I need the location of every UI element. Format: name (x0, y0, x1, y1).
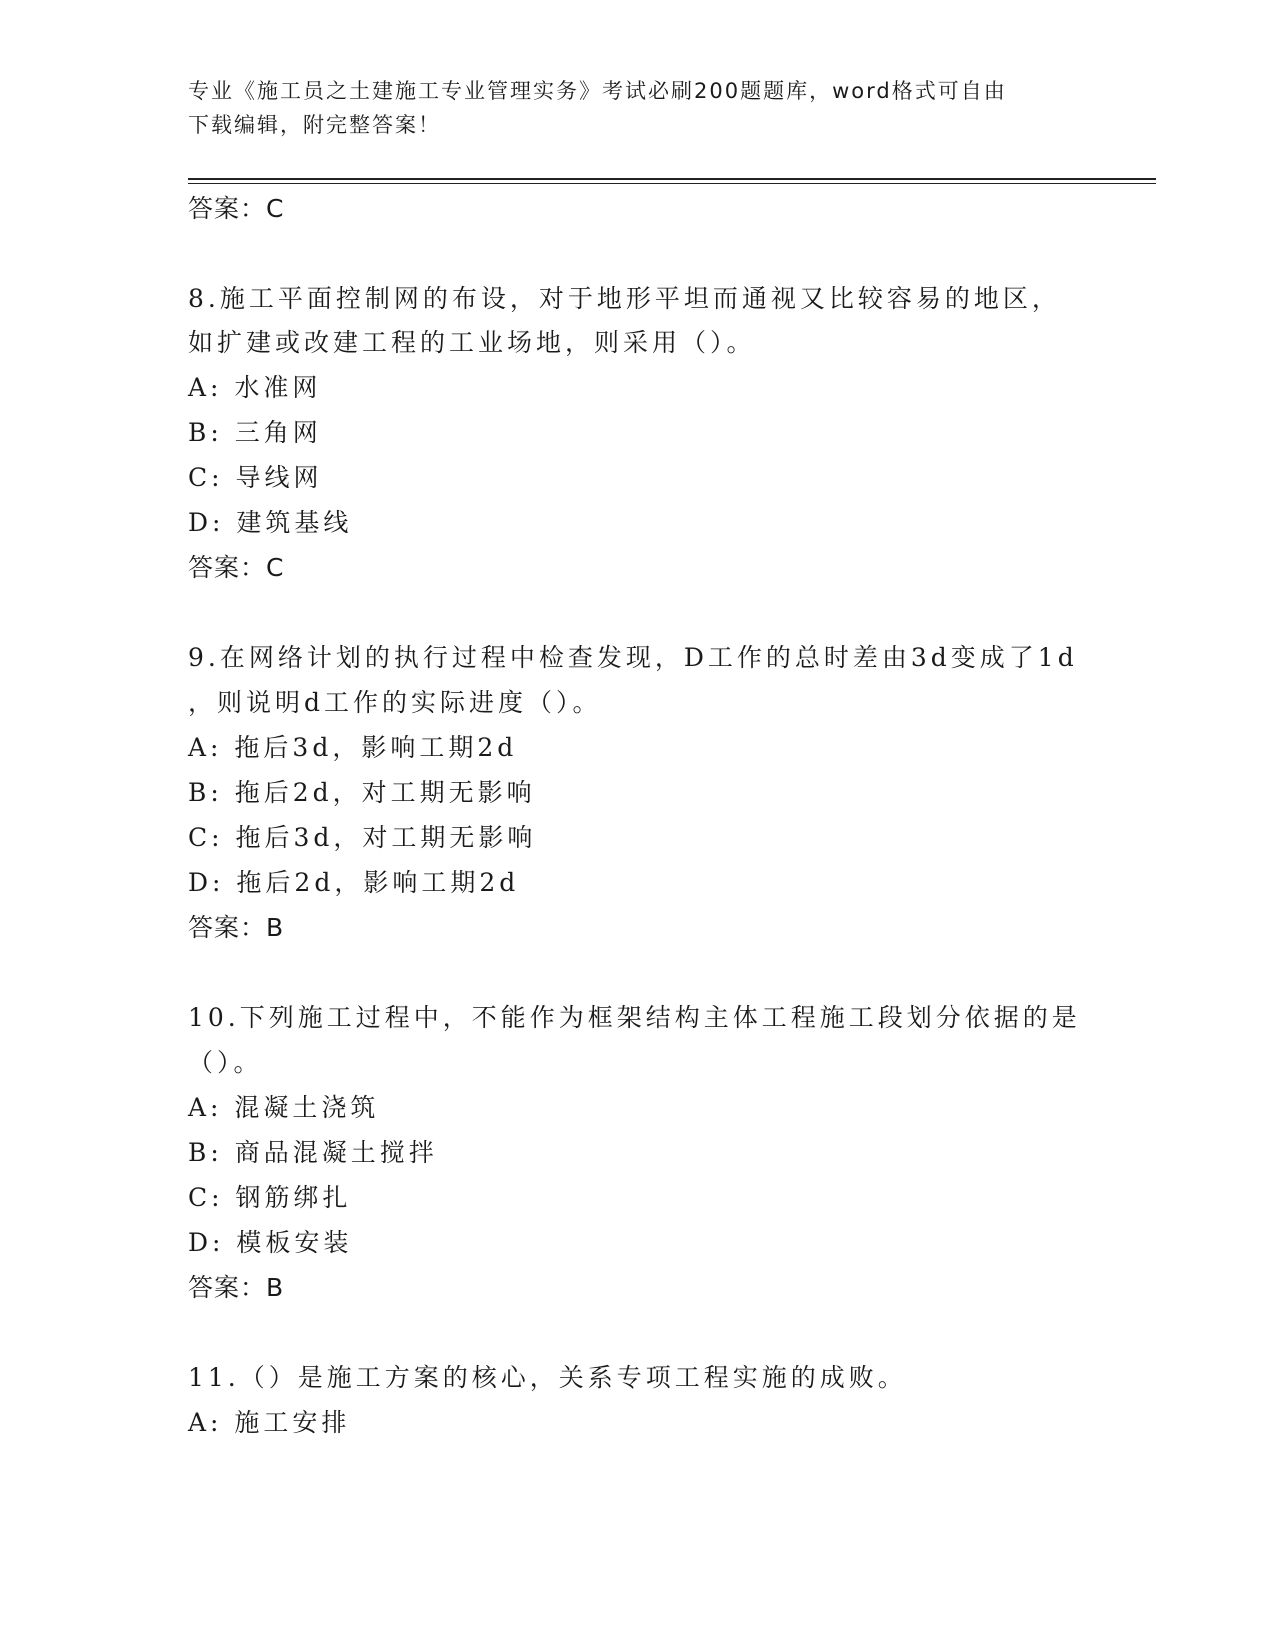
question-9-option-c: C: 拖后3d，对工期无影响 (188, 823, 537, 852)
question-10-stem-line2: （）。 (188, 1048, 263, 1077)
question-9-option-d: D: 拖后2d，影响工期2d (188, 868, 520, 897)
header-line-1: 专业《施工员之土建施工专业管理实务》考试必刷200题题库，word格式可自由 (188, 79, 1007, 103)
question-11-option-a: A: 施工安排 (188, 1408, 351, 1437)
question-8-stem-line1: 8.施工平面控制网的布设，对于地形平坦而通视又比较容易的地区， (188, 284, 1061, 313)
question-10-option-b: B: 商品混凝土搅拌 (188, 1138, 438, 1167)
header-rule-thick (188, 178, 1156, 180)
question-9-option-b: B: 拖后2d，对工期无影响 (188, 778, 536, 807)
answer-previous: 答案：C (188, 194, 285, 223)
question-8-stem-line2: 如扩建或改建工程的工业场地，则采用（）。 (188, 328, 756, 357)
question-9-answer: 答案：B (188, 913, 285, 942)
question-8-option-b: B: 三角网 (188, 418, 322, 447)
question-9-stem-line1: 9.在网络计划的执行过程中检查发现，D工作的总时差由3d变成了1d (188, 643, 1078, 672)
question-8-answer: 答案：C (188, 553, 285, 582)
question-9-option-a: A: 拖后3d，影响工期2d (188, 733, 518, 762)
question-10-option-c: C: 钢筋绑扎 (188, 1183, 352, 1212)
question-9-stem-line2: ，则说明d工作的实际进度（）。 (188, 688, 602, 717)
question-8-option-d: D: 建筑基线 (188, 508, 353, 537)
question-8-option-c: C: 导线网 (188, 463, 323, 492)
page-header (188, 74, 1088, 142)
question-10-option-a: A: 混凝土浇筑 (188, 1093, 380, 1122)
header-line-2: 下载编辑，附完整答案！ (188, 113, 441, 137)
question-10-answer: 答案：B (188, 1273, 285, 1302)
header-rule-thin (188, 183, 1156, 184)
question-10-stem-line1: 10.下列施工过程中，不能作为框架结构主体工程施工段划分依据的是 (188, 1003, 1081, 1032)
question-8-option-a: A: 水准网 (188, 373, 322, 402)
question-11-stem-line1: 11.（）是施工方案的核心，关系专项工程实施的成败。 (188, 1363, 907, 1392)
question-10-option-d: D: 模板安装 (188, 1228, 353, 1257)
